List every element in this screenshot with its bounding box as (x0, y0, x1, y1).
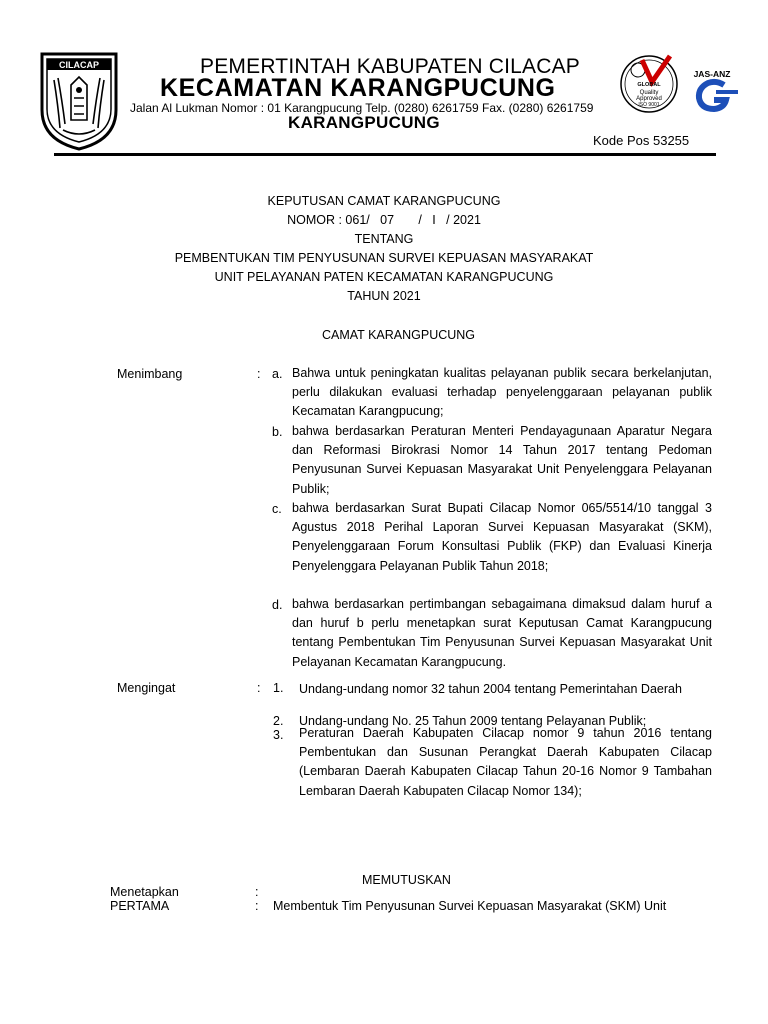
mengingat-item-1: Undang-undang nomor 32 tahun 2004 tentang Pemerintahan Daerah (299, 682, 682, 696)
jas-anz-accreditation-logo (684, 68, 740, 114)
mengingat-colon: : (257, 681, 261, 695)
mengingat-item-2: Undang-undang No. 25 Tahun 2009 tentang Pelayanan Publik; (299, 714, 647, 728)
decree-tentang: TENTANG (354, 232, 414, 246)
pertama-text: Membentuk Tim Penyusunan Survei Kepuasan Masyarakat (SKM) Unit (273, 899, 667, 913)
mengingat-item-3: Peraturan Daerah Kabupaten Cilacap nomor 9 tahun 2016 tentang Pembentukan dan Susunan Perangkat Daerah Kabupaten Cilacap (Lembaran Daerah Kabupaten Cilacap Tahun 20-16 Nomor 9 Tambahan Lembaran Daerah Kabupaten Cilacap Nomor 134); (299, 726, 712, 798)
decree-subject-line2: UNIT PELAYANAN PATEN KECAMATAN KARANGPUCUNG (214, 270, 554, 284)
mengingat-marker-3: 3. (273, 728, 284, 742)
logo-text: CILACAP (59, 60, 99, 70)
decree-year: TAHUN 2021 (347, 289, 421, 303)
mengingat-label: Mengingat (117, 681, 176, 695)
quality-text-quality: Quality (639, 90, 659, 96)
iso-9001-quality-badge-icon (618, 50, 680, 118)
letterhead-town: KARANGPUCUNG (288, 113, 440, 132)
menimbang-marker-b: b. (272, 425, 283, 439)
quality-text-global: GLOBAL (637, 82, 661, 88)
pertama-colon: : (255, 899, 259, 913)
postal-code: Kode Pos 53255 (593, 133, 690, 148)
letterhead-district: KECAMATAN KARANGPUCUNG (160, 74, 556, 102)
decree-title: KEPUTUSAN CAMAT KARANGPUCUNG (267, 194, 501, 208)
menimbang-marker-a: a. (272, 367, 283, 381)
letterhead-government: PEMERTINTAH KABUPATEN CILACAP (200, 55, 580, 78)
cilacap-coat-of-arms-logo (38, 50, 120, 152)
menimbang-marker-c: c. (272, 502, 282, 516)
letterhead-address: Jalan Al Lukman Nomor : 01 Karangpucung Telp. (0280) 6261759 Fax. (0280) 6261759 (130, 101, 594, 115)
decree-authority: CAMAT KARANGPUCUNG (322, 328, 476, 342)
menetapkan-label: Menetapkan (110, 885, 179, 899)
menimbang-item-b: bahwa berdasarkan Peraturan Menteri Pendayagunaan Aparatur Negara dan Reformasi Birokrasi Nomor 14 Tahun 2017 tentang Pedoman Penyusunan Survei Kepuasan Masyarakat Unit Penyelenggara Pelayanan Publik; (292, 424, 712, 496)
menimbang-item-a: Bahwa untuk peningkatan kualitas pelayanan publik secara berkelanjutan, perlu dilakukan evaluasi terhadap penyelenggaraan pelayanan publik Kecamatan Karangpucung; (292, 366, 712, 419)
letterhead-divider (54, 153, 716, 156)
mengingat-marker-1: 1. (273, 681, 284, 695)
quality-text-approved: Approved (636, 96, 662, 102)
menimbang-colon: : (257, 367, 261, 381)
jas-anz-text: JAS-ANZ (693, 69, 731, 79)
menimbang-item-d: bahwa berdasarkan pertimbangan sebagaimana dimaksud dalam huruf a dan huruf b perlu menetapkan surat Keputusan Camat Karangpucung tentang Pembentukan Tim Penyusunan Survei Kepuasan Masyarakat Unit Pelayanan Kecamatan Karangpucung. (292, 597, 712, 669)
mengingat-marker-2: 2. (273, 714, 284, 728)
menetapkan-colon: : (255, 885, 259, 899)
pertama-label: PERTAMA (110, 899, 170, 913)
decree-number: NOMOR : 061/ 07 / I / 2021 (287, 213, 481, 227)
menimbang-label: Menimbang (117, 367, 183, 381)
menimbang-item-c: bahwa berdasarkan Surat Bupati Cilacap Nomor 065/5514/10 tanggal 3 Agustus 2018 Perihal Laporan Survei Kepuasan Masyarakat (SKM), Penyelenggaraan Forum Konsultasi Publik (FKP) dan Evaluasi Kinerja Penyelenggara Pelayanan Publik Tahun 2018; (292, 501, 712, 573)
menimbang-marker-d: d. (272, 598, 283, 612)
decree-subject-line1: PEMBENTUKAN TIM PENYUSUNAN SURVEI KEPUASAN MASYARAKAT (174, 251, 594, 265)
memutuskan-heading: MEMUTUSKAN (362, 873, 451, 887)
quality-text-iso: ISO 9001 (638, 102, 660, 108)
